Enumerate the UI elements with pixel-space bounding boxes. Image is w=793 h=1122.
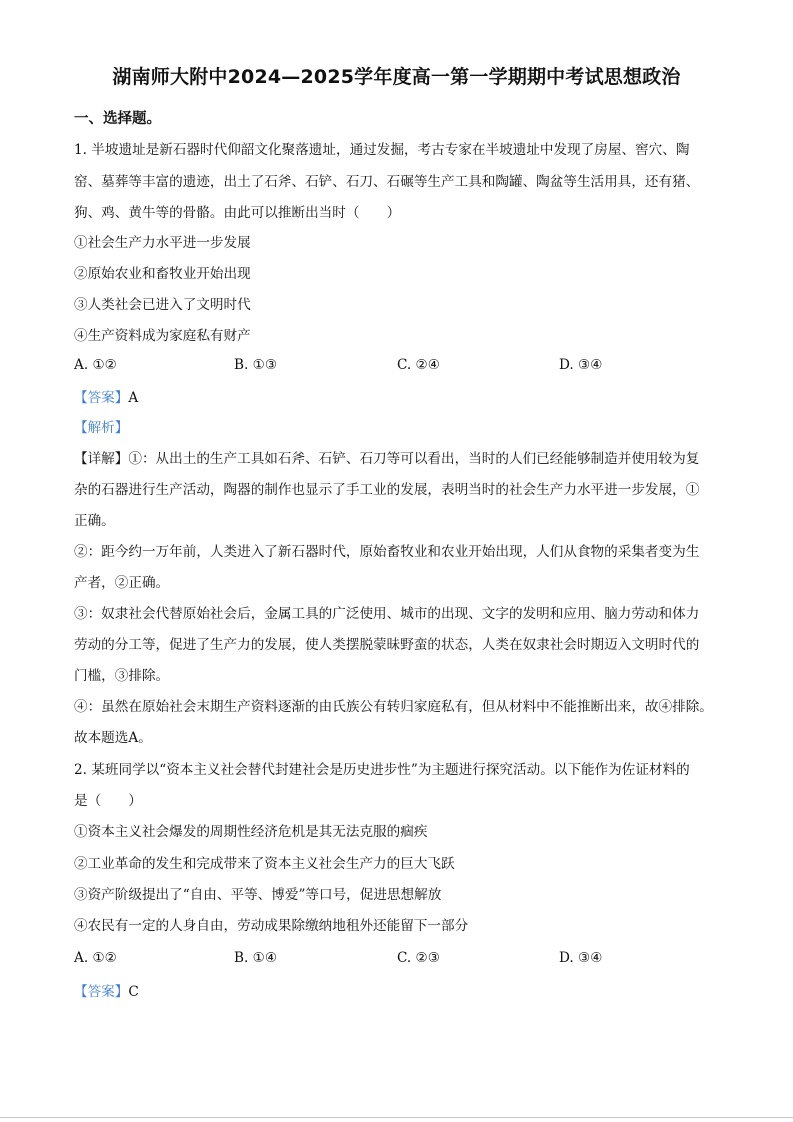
answer-value: C: [128, 984, 139, 1000]
q1-option-d: D. ③④: [559, 357, 603, 373]
q2-item: ②工业革命的发生和完成带来了资本主义社会生产力的巨大飞跃: [74, 856, 455, 872]
q2-stem-line: 是（ ）: [74, 793, 142, 809]
q1-explanation-line: 产者，②正确。: [74, 575, 170, 591]
q1-item: ④生产资料成为家庭私有财产: [74, 328, 251, 344]
analysis-tag: 【解析】: [74, 420, 129, 436]
q1-stem-line: 狗、鸡、黄牛等的骨骼。由此可以推断出当时（ ）: [74, 205, 401, 221]
q1-item: ①社会生产力水平进一步发展: [74, 235, 251, 251]
q1-explanation-line: 故本题选A。: [74, 730, 152, 746]
answer-tag: 【答案】: [74, 984, 129, 1000]
q1-explanation-line: 杂的石器进行生产活动，陶器的制作也显示了手工业的发展，表明当时的社会生产力水平进一步发展，①: [74, 482, 700, 498]
q1-answer: [74, 389, 138, 407]
q2-option-c: C. ②③: [397, 950, 440, 966]
answer-value: A: [128, 390, 139, 406]
q1-stem-line: 窑、墓葬等丰富的遗迹，出土了石斧、石铲、石刀、石碾等生产工具和陶罐、陶盆等生活用具，还有猪、: [74, 174, 700, 190]
page-bottom-rule: [0, 1117, 793, 1118]
q2-item: ④农民有一定的人身自由，劳动成果除缴纳地租外还能留下一部分: [74, 918, 469, 934]
q1-explanation-line: 门槛，③排除。: [74, 668, 170, 684]
q1-item: ②原始农业和畜牧业开始出现: [74, 266, 251, 282]
document-title: 湖南师大附中2024—2025学年度高一第一学期期中考试思想政治: [112, 66, 681, 88]
q2-option-b: B. ①④: [234, 950, 278, 966]
q2-option-d: D. ③④: [559, 950, 603, 966]
q1-analysis-heading: [74, 419, 128, 437]
q2-item: ①资本主义社会爆发的周期性经济危机是其无法克服的痼疾: [74, 824, 428, 840]
q2-stem-line: 2. 某班同学以“资本主义社会替代封建社会是历史进步性”为主题进行探究活动。以下能作为佐证材料的: [74, 762, 690, 778]
q1-item: ③人类社会已进入了文明时代: [74, 297, 251, 313]
detail-tag: 【详解】: [74, 451, 129, 467]
q1-stem-line: 1. 半坡遗址是新石器时代仰韶文化聚落遗址，通过发掘，考古专家在半坡遗址中发现了房屋、窖穴、陶: [74, 142, 690, 158]
q1-explanation-line: [74, 450, 699, 468]
q2-item: ③资产阶级提出了“自由、平等、博爱”等口号，促进思想解放: [74, 887, 442, 903]
q1-option-a: A. ①②: [74, 357, 117, 373]
section-heading: 一、选择题。: [74, 111, 161, 127]
q2-answer: [74, 983, 139, 1001]
q1-explanation-line: ③：奴隶社会代替原始社会后，金属工具的广泛使用、城市的出现、文字的发明和应用、脑力劳动和体力: [74, 606, 700, 622]
q2-option-a: A. ①②: [74, 950, 117, 966]
q1-explanation-line: ②：距今约一万年前，人类进入了新石器时代，原始畜牧业和农业开始出现，人们从食物的采集者变为生: [74, 544, 700, 560]
q1-option-c: C. ②④: [397, 357, 440, 373]
answer-tag: 【答案】: [74, 390, 129, 406]
q1-explanation-line: 正确。: [74, 513, 115, 529]
q1-explanation-line: ④：虽然在原始社会末期生产资料逐渐的由氏族公有转归家庭私有，但从材料中不能推断出来，故④排除。: [74, 699, 713, 715]
q1-explanation-line: 劳动的分工等，促进了生产力的发展，使人类摆脱蒙昧野蛮的状态，人类在奴隶社会时期迈入文明时代的: [74, 637, 700, 653]
explanation-text: ①：从出土的生产工具如石斧、石铲、石刀等可以看出，当时的人们已经能够制造并使用较为复: [128, 451, 700, 467]
q1-option-b: B. ①③: [234, 357, 278, 373]
